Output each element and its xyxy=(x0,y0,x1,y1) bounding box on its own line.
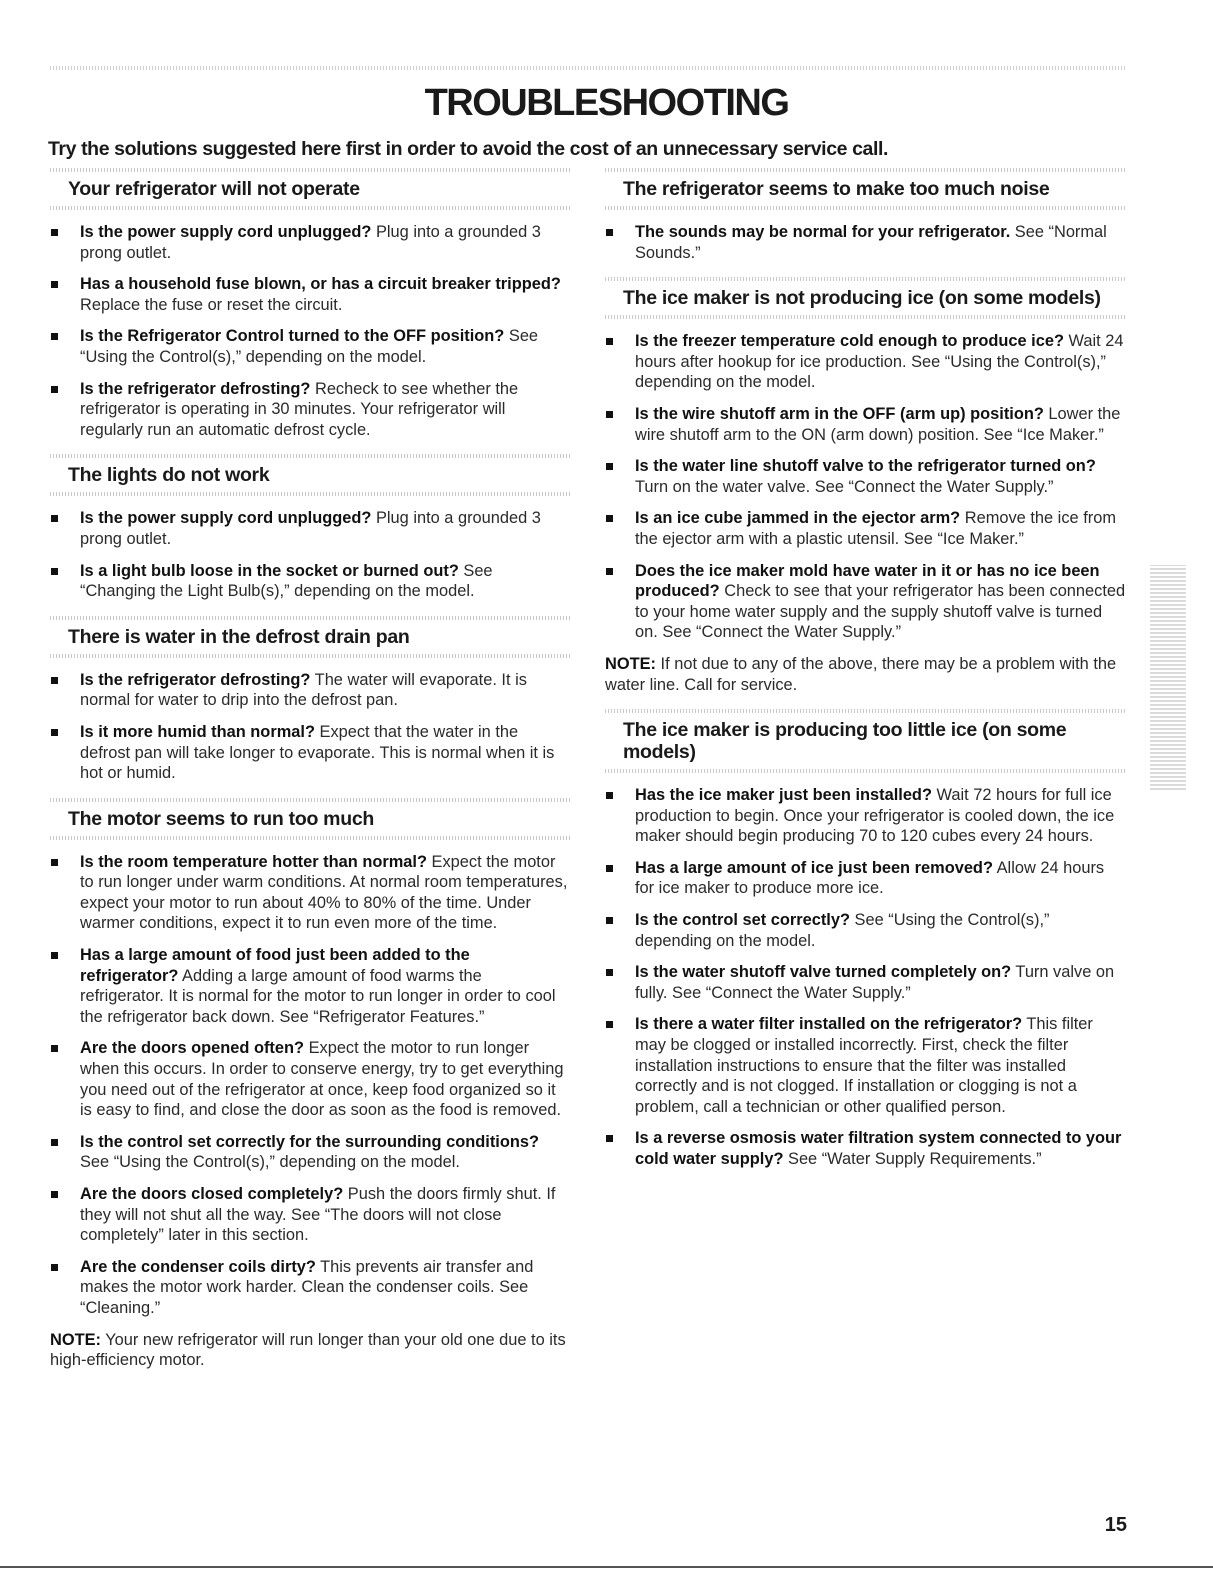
item-question: Is a light bulb loose in the socket or burned out? xyxy=(80,561,459,580)
right-column xyxy=(605,168,1127,1184)
troubleshooting-item xyxy=(605,962,1127,1003)
troubleshooting-list xyxy=(605,331,1127,643)
section-the-refrigerator-seems-to-make-too-much- xyxy=(605,168,1127,263)
item-answer: Replace the fuse or reset the circuit. xyxy=(80,295,343,314)
item-answer: Turn on the water valve. See “Connect the Water Supply.” xyxy=(635,477,1054,496)
troubleshooting-item xyxy=(605,404,1127,445)
item-answer: Recheck to see whether the refrigerator is operating in 30 minutes. Your refrigerator will regularly run an automatic defrost cycle. xyxy=(80,379,519,439)
troubleshooting-item xyxy=(605,858,1127,899)
item-question: Is the refrigerator defrosting? xyxy=(80,670,311,689)
note-label: NOTE: xyxy=(50,1330,101,1349)
side-scan-mark xyxy=(1150,565,1186,790)
item-question: Is the control set correctly for the surrounding conditions? xyxy=(80,1132,539,1151)
note-label: NOTE: xyxy=(605,654,656,673)
item-question: Is the power supply cord unplugged? xyxy=(80,223,372,241)
item-question: Is it more humid than normal? xyxy=(80,722,315,741)
item-answer: Allow 24 hours for ice maker to produce more ice. xyxy=(635,858,1105,898)
intro-text: Try the solutions suggested here first in order to avoid the cost of an unnecessary service call. xyxy=(48,138,889,160)
item-answer: See “Water Supply Requirements.” xyxy=(783,1150,1042,1168)
item-question: The sounds may be normal for your refrigerator. xyxy=(635,223,1011,241)
bottom-divider xyxy=(0,1566,1213,1568)
item-question: Are the condenser coils dirty? xyxy=(80,1257,316,1276)
item-question: Is the Refrigerator Control turned to the OFF position? xyxy=(80,327,505,346)
item-question: Is the water shutoff valve turned completely on? xyxy=(635,963,1012,982)
section-the-ice-maker-is-not-producing-ice-on-so xyxy=(605,277,1127,695)
item-question: Are the doors closed completely? xyxy=(80,1185,344,1203)
troubleshooting-item xyxy=(50,561,570,602)
troubleshooting-item xyxy=(605,222,1127,263)
item-answer: Check to see that your refrigerator has been connected to your home water supply and the supply shutoff valve is turned on. See “Connect the Water Supply.” xyxy=(635,582,1126,642)
item-question: Is the power supply cord unplugged? xyxy=(80,509,372,528)
section-your-refrigerator-will-not-operate xyxy=(50,168,570,440)
troubleshooting-item xyxy=(605,910,1127,951)
troubleshooting-item xyxy=(50,945,570,1027)
item-answer: Adding a large amount of food warms the refrigerator. It is normal for the motor to run longer in order to cool the refrigerator back down. See “Refrigerator Features.” xyxy=(80,966,556,1026)
item-answer: Plug into a grounded 3 prong outlet. xyxy=(80,509,541,548)
item-answer: See “Normal Sounds.” xyxy=(635,223,1107,262)
troubleshooting-list xyxy=(605,785,1127,1170)
troubleshooting-item xyxy=(605,561,1127,643)
troubleshooting-list xyxy=(50,508,570,601)
item-question: Is an ice cube jammed in the ejector arm? xyxy=(635,509,961,528)
troubleshooting-item xyxy=(605,508,1127,549)
item-answer: Expect the motor to run longer under warm conditions. At normal room temperatures, expect your motor to run about 40% to 80% of the time. Under warmer conditions, expect it to run even more of the time. xyxy=(80,852,568,933)
section-the-ice-maker-is-producing-too-little-ic xyxy=(605,709,1127,1170)
item-answer: Plug into a grounded 3 prong outlet. xyxy=(80,223,541,262)
section-the-lights-do-not-work xyxy=(50,454,570,601)
section-heading: Your refrigerator will not operate xyxy=(50,168,570,210)
item-answer: Expect that the water in the defrost pan will take longer to evaporate. This is normal when it is hot or humid. xyxy=(80,722,555,783)
item-question: Is a reverse osmosis water filtration system connected to your cold water supply? xyxy=(635,1129,1122,1168)
troubleshooting-list xyxy=(50,222,570,440)
item-question: Is the wire shutoff arm in the OFF (arm up) position? xyxy=(635,404,1044,423)
item-question: Has a large amount of food just been added to the refrigerator? xyxy=(80,946,470,985)
item-question: Has a household fuse blown, or has a circuit breaker tripped? xyxy=(80,275,561,294)
troubleshooting-item xyxy=(50,274,570,315)
section-the-motor-seems-to-run-too-much xyxy=(50,798,570,1371)
section-there-is-water-in-the-defrost-drain-pan xyxy=(50,616,570,784)
troubleshooting-item xyxy=(605,785,1127,847)
item-answer: Remove the ice from the ejector arm with a plastic utensil. See “Ice Maker.” xyxy=(635,509,1116,548)
item-answer: Lower the wire shutoff arm to the ON (arm down) position. See “Ice Maker.” xyxy=(635,404,1121,444)
section-heading: The ice maker is not producing ice (on some models) xyxy=(605,277,1127,319)
item-answer: Wait 24 hours after hookup for ice production. See “Using the Control(s),” depending on the model. xyxy=(635,332,1124,392)
item-question: Is the refrigerator defrosting? xyxy=(80,379,311,398)
item-answer: Wait 72 hours for full ice production to begin. Once your refrigerator is cooled down, the ice maker should begin producing 70 to 120 cubes every 24 hours. xyxy=(635,786,1115,846)
troubleshooting-item xyxy=(50,722,570,784)
troubleshooting-item xyxy=(605,456,1127,497)
troubleshooting-item xyxy=(50,1132,570,1173)
troubleshooting-item xyxy=(50,222,570,263)
section-heading: The ice maker is producing too little ice (on some models) xyxy=(605,709,1127,773)
troubleshooting-item xyxy=(50,1038,570,1120)
item-question: Is the control set correctly? xyxy=(635,911,850,930)
item-question: Has the ice maker just been installed? xyxy=(635,786,932,805)
troubleshooting-item xyxy=(605,331,1127,393)
section-heading: The lights do not work xyxy=(50,454,570,496)
troubleshooting-item xyxy=(50,508,570,549)
troubleshooting-item xyxy=(50,852,570,934)
top-divider xyxy=(50,66,1126,70)
page-number: 15 xyxy=(1104,1514,1127,1536)
troubleshooting-list xyxy=(50,852,570,1319)
item-answer: See “Using the Control(s),” depending on the model. xyxy=(80,327,539,366)
troubleshooting-item xyxy=(605,1128,1127,1169)
item-answer: Expect the motor to run longer when this occurs. In order to conserve energy, try to get everything you need out of the refrigerator at once, keep food organized so it is easy to find, and close the door as soon as the food is removed. xyxy=(80,1039,564,1120)
item-question: Does the ice maker mold have water in it or has no ice been produced? xyxy=(635,561,1100,601)
section-note xyxy=(605,654,1127,695)
troubleshooting-list xyxy=(50,670,570,784)
item-answer: This filter may be clogged or installed incorrectly. First, check the filter installation instructions to ensure that the filter was installed correctly and is not clogged. If installation or clogging is not a problem, call a technician or other qualified person. xyxy=(635,1015,1093,1116)
item-question: Is the room temperature hotter than normal? xyxy=(80,852,427,871)
note-text: If not due to any of the above, there may be a problem with the water line. Call for service. xyxy=(605,654,1117,694)
item-answer: This prevents air transfer and makes the motor work harder. Clean the condenser coils. See “Cleaning.” xyxy=(80,1257,534,1317)
troubleshooting-item xyxy=(50,1257,570,1319)
troubleshooting-list xyxy=(605,222,1127,263)
section-note xyxy=(50,1330,570,1371)
troubleshooting-item xyxy=(50,379,570,441)
item-answer: See “Using the Control(s),” depending on the model. xyxy=(635,911,1050,950)
troubleshooting-item xyxy=(50,326,570,367)
item-question: Is the water line shutoff valve to the refrigerator turned on? xyxy=(635,457,1096,476)
left-column xyxy=(50,168,570,1385)
section-heading: There is water in the defrost drain pan xyxy=(50,616,570,658)
item-answer: The water will evaporate. It is normal for water to drip into the defrost pan. xyxy=(80,670,527,710)
item-question: Is there a water filter installed on the refrigerator? xyxy=(635,1015,1023,1034)
item-answer: See “Changing the Light Bulb(s),” depending on the model. xyxy=(80,561,493,601)
troubleshooting-item xyxy=(50,670,570,711)
item-question: Has a large amount of ice just been removed? xyxy=(635,858,993,877)
note-text: Your new refrigerator will run longer than your old one due to its high-efficiency motor. xyxy=(50,1330,566,1370)
item-question: Are the doors opened often? xyxy=(80,1039,305,1058)
page-title: TROUBLESHOOTING xyxy=(424,82,789,124)
troubleshooting-item xyxy=(50,1184,570,1246)
section-heading: The refrigerator seems to make too much noise xyxy=(605,168,1127,210)
item-answer: See “Using the Control(s),” depending on the model. xyxy=(80,1153,460,1172)
item-answer: Turn valve on fully. See “Connect the Water Supply.” xyxy=(635,963,1115,1002)
item-question: Is the freezer temperature cold enough to produce ice? xyxy=(635,332,1064,351)
troubleshooting-item xyxy=(605,1014,1127,1117)
section-heading: The motor seems to run too much xyxy=(50,798,570,840)
item-answer: Push the doors firmly shut. If they will not shut all the way. See “The doors will not close completely” later in this section. xyxy=(80,1185,556,1245)
